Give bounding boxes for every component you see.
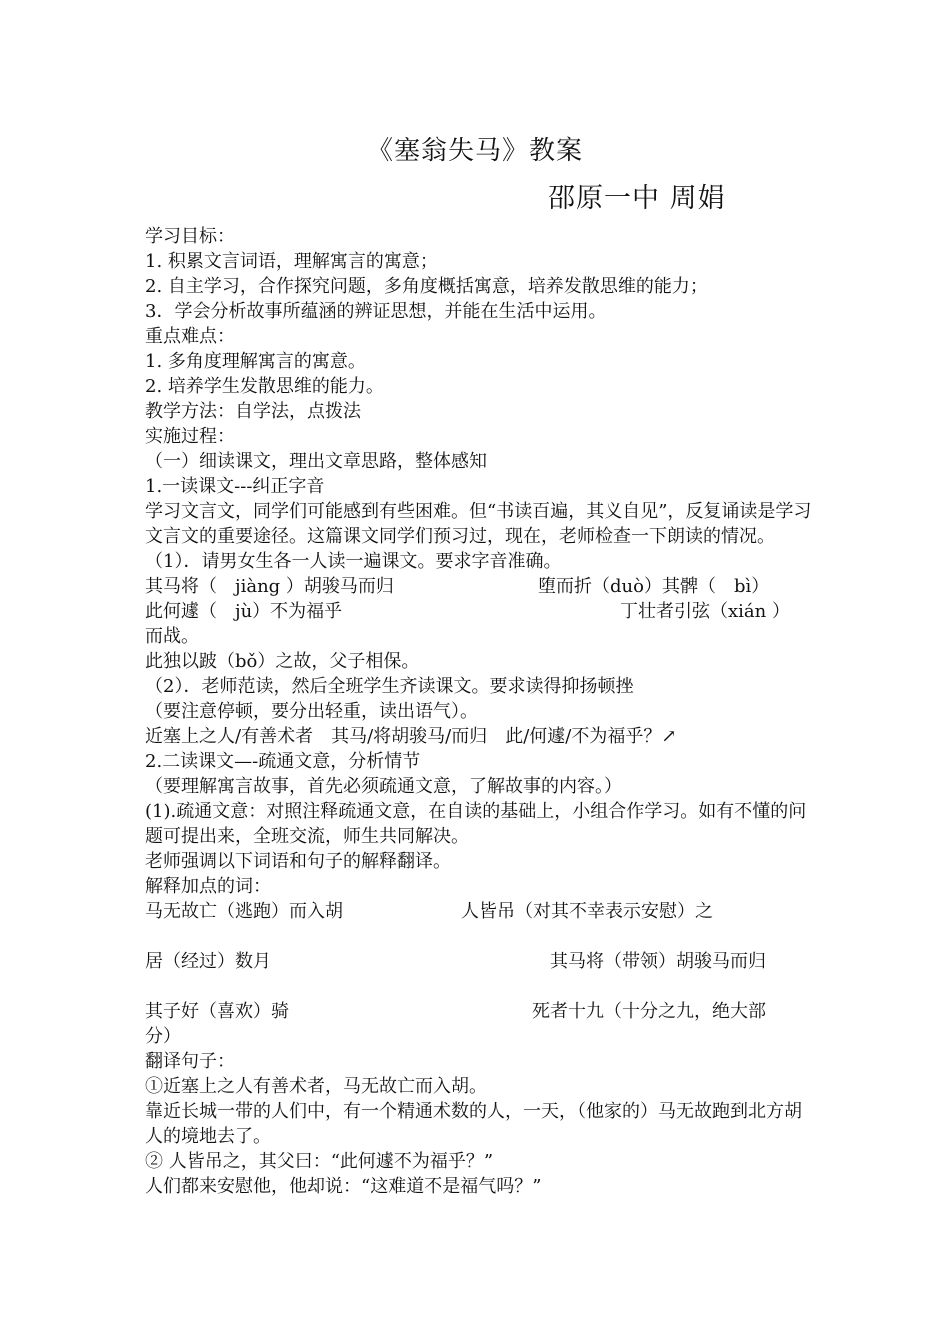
document-title: 《塞翁失马》教案 [366,136,583,166]
pinyin-item: 丁壮者引弦（xián ） [620,601,790,622]
sentence-original: ①近塞上之人有善术者，马无故亡而入胡。 [145,1076,487,1097]
objective-item: 2. 自主学习，合作探究问题，多角度概括寓意，培养发散思维的能力； [145,276,708,297]
key-point-item: 2. 培养学生发散思维的能力。 [145,376,384,397]
objective-item: 1. 积累文言词语，理解寓言的寓意； [145,251,438,272]
words-heading: 解释加点的词： [145,876,271,897]
word-item: 死者十九（十分之九，绝大部 [532,1001,766,1022]
word-item: 其子好（喜欢）骑 [145,1001,289,1022]
word-row [145,999,813,1024]
pinyin-continuation: 而战。 [145,626,199,647]
pinyin-item: 其马将（ jiàng ）胡骏马而归 [145,576,394,597]
task1-line: （1）．请男女生各一人读一遍课文。要求字音准确。 [145,551,562,572]
step1-heading: 1.一读课文---纠正字音 [145,476,325,497]
task2-line: （要注意停顿，要分出轻重，读出语气）。 [145,701,478,722]
teaching-method: 教学方法：自学法，点拨法 [145,401,361,422]
word-item: 人皆吊（对其不幸表示安慰）之 [461,901,713,922]
word-row [145,949,813,974]
sentence-translation: 人们都来安慰他，他却说：“这难道不是福气吗？” [145,1176,542,1197]
sentence-translation: 靠近长城一带的人们中，有一个精通术数的人，一天，（他家的）马无故跑到北方胡人的境地去了。 [145,1101,802,1147]
word-continuation: 分） [145,1026,181,1047]
process-heading: 实施过程： [145,426,235,447]
pinyin-item: 堕而折（duò）其髀（ bì） [538,576,770,597]
pinyin-item: 此何遽（ jù）不为福乎 [145,601,343,622]
author-line: 邵原一中 周娟 [548,183,726,214]
step1-paragraph: 学习文言文，同学们可能感到有些困难。但“书读百遍，其义自见”，反复诵读是学习文言文的重要途径。这篇课文同学们预习过，现在，老师检查一下朗读的情况。 [145,501,812,547]
part1-heading: （一）细读课文，理出文章思路，整体感知 [145,451,487,472]
step2-heading: 2.二读课文—-疏通文意，分析情节 [145,751,421,772]
sentence-original: ② 人皆吊之，其父曰：“此何遽不为福乎？” [145,1151,494,1172]
step2-paragraph: (1).疏通文意：对照注释疏通文意，在自读的基础上，小组合作学习。如有不懂的问题可提出来，全班交流，师生共同解决。 [145,801,807,847]
objective-item: 3．学会分析故事所蕴涵的辨证思想，并能在生活中运用。 [145,301,607,322]
key-point-item: 1. 多角度理解寓言的寓意。 [145,351,366,372]
emphasis-line: 老师强调以下词语和句子的解释翻译。 [145,851,451,872]
document-body [145,224,813,1199]
key-points-heading: 重点难点： [145,326,235,347]
word-item: 马无故亡（逃跑）而入胡 [145,901,343,922]
word-item: 其马将（带领）胡骏马而归 [550,951,766,972]
objectives-heading: 学习目标： [145,226,235,247]
pause-marking-line: 近塞上之人/有善术者 其马/将胡骏马/而归 此/何遽/不为福乎？↗ [145,726,677,747]
translate-heading: 翻译句子： [145,1051,235,1072]
spacer [145,974,813,999]
task2-line: （2）．老师范读，然后全班学生齐读课文。要求读得抑扬顿挫 [145,676,634,697]
pinyin-item: 此独以跛（bǒ）之故，父子相保。 [145,651,420,672]
word-row [145,899,813,924]
step2-note: （要理解寓言故事，首先必须疏通文意，了解故事的内容。） [145,776,622,797]
spacer [145,924,813,949]
pinyin-row [145,574,813,599]
pinyin-row [145,599,813,624]
word-item: 居（经过）数月 [145,951,271,972]
